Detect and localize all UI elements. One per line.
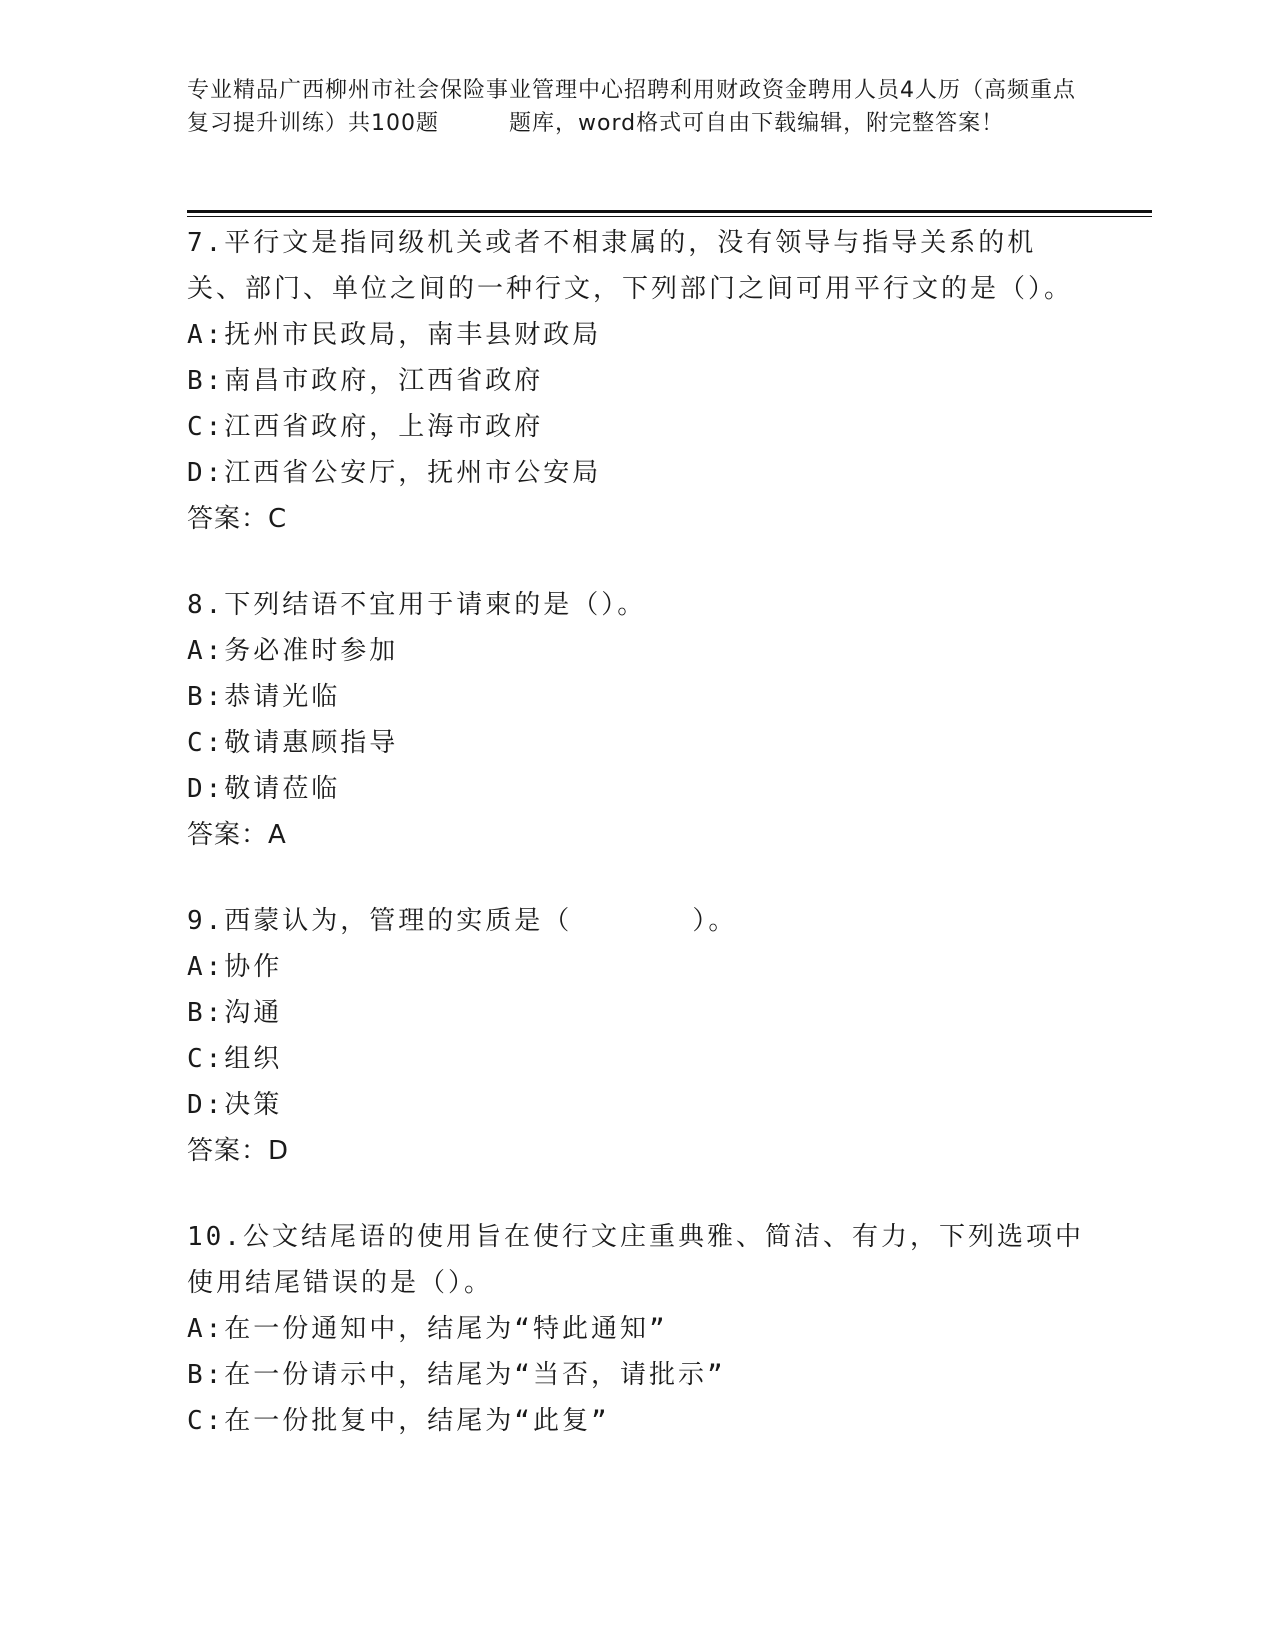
header-divider-thick <box>187 210 1152 213</box>
answer-text: 答案：D <box>187 1136 290 1166</box>
option-b: B:在一份请示中，结尾为“当否，请批示” <box>187 1360 726 1390</box>
answer-text: 答案：C <box>187 504 288 534</box>
option-d: D:江西省公安厅，抚州市公安局 <box>187 458 602 488</box>
option-a: A:协作 <box>187 952 283 982</box>
question-8 <box>187 582 1087 858</box>
option-a: A:在一份通知中，结尾为“特此通知” <box>187 1314 668 1344</box>
option-b: B:南昌市政府，江西省政府 <box>187 366 544 396</box>
header-text-part2: 题库，word格式可自由下载编辑，附完整答案！ <box>509 111 1005 136</box>
question-stem: 8.下列结语不宜用于请柬的是（）。 <box>187 590 647 620</box>
option-a: A:务必准时参加 <box>187 636 399 666</box>
option-b: B:恭请光临 <box>187 682 341 712</box>
stem-after-blank: ）。 <box>692 906 738 936</box>
header-text-part1: 专业精品广西柳州市社会保险事业管理中心招聘利用财政资金聘用人员4人历（高频重点复习提升训练）共100题 <box>187 78 1076 136</box>
document-header <box>187 74 1087 140</box>
stem-before-blank: 9.西蒙认为，管理的实质是（ <box>187 906 573 936</box>
option-c: C:组织 <box>187 1044 283 1074</box>
question-7 <box>187 220 1087 542</box>
question-stem: 7.平行文是指同级机关或者不相隶属的，没有领导与指导关系的机关、部门、单位之间的一种行文，下列部门之间可用平行文的是（）。 <box>187 228 1074 304</box>
question-9 <box>187 898 1087 1174</box>
question-stem <box>187 898 1087 944</box>
option-b: B:沟通 <box>187 998 283 1028</box>
option-d: D:敬请莅临 <box>187 774 341 804</box>
question-stem: 10.公文结尾语的使用旨在使行文庄重典雅、简洁、有力，下列选项中使用结尾错误的是（）。 <box>187 1222 1084 1298</box>
option-c: C:在一份批复中，结尾为“此复” <box>187 1406 610 1436</box>
option-a: A:抚州市民政局，南丰县财政局 <box>187 320 602 350</box>
question-list <box>187 220 1087 1484</box>
question-10 <box>187 1214 1087 1444</box>
option-c: C:敬请惠顾指导 <box>187 728 399 758</box>
answer-text: 答案：A <box>187 820 287 850</box>
option-d: D:决策 <box>187 1090 283 1120</box>
header-divider-thin <box>187 216 1152 217</box>
option-c: C:江西省政府，上海市政府 <box>187 412 544 442</box>
